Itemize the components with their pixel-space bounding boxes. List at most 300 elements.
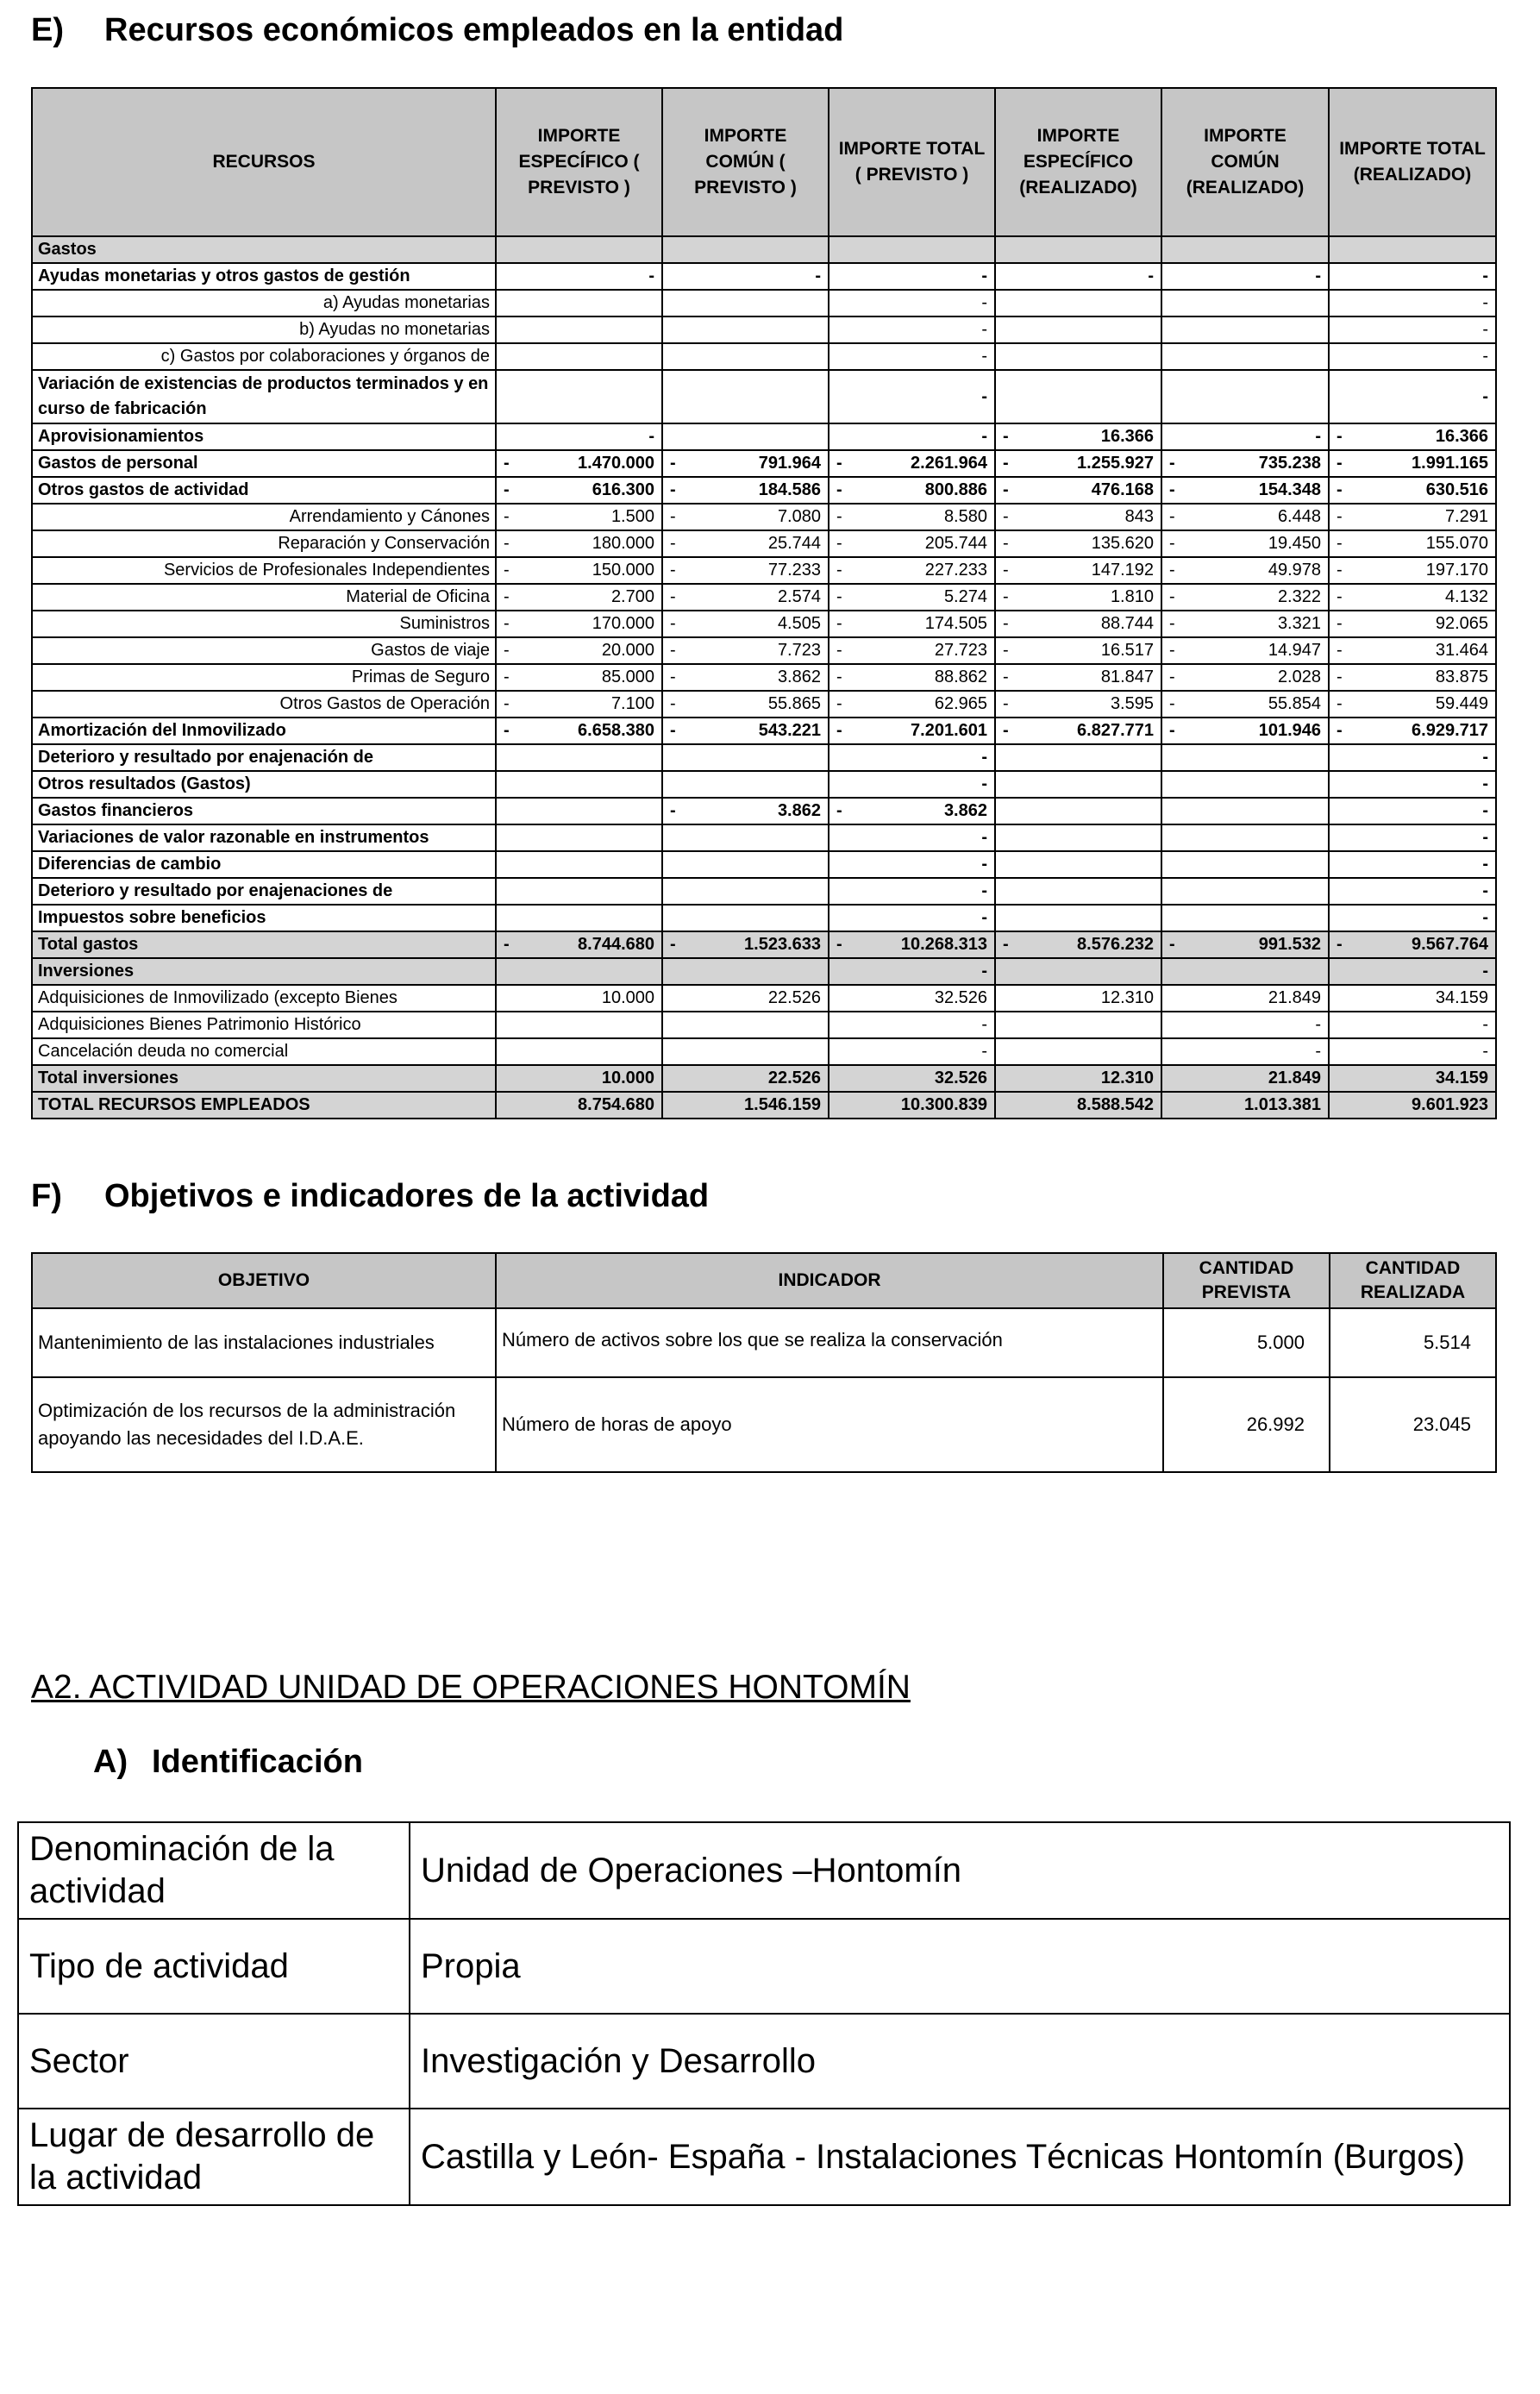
table-row xyxy=(32,931,1496,958)
value-cell xyxy=(496,477,662,504)
table-row xyxy=(32,718,1496,744)
table-row xyxy=(32,611,1496,637)
row-label: Impuestos sobre beneficios xyxy=(32,905,496,931)
table-row xyxy=(32,290,1496,316)
table-row xyxy=(32,1092,1496,1119)
amount: 150.000 xyxy=(592,561,654,580)
amount: 34.159 xyxy=(1435,988,1488,1007)
value-cell xyxy=(1329,905,1496,931)
value-cell xyxy=(1161,1038,1329,1065)
table-row xyxy=(18,2109,1510,2205)
value-cell xyxy=(995,931,1161,958)
value-cell xyxy=(829,236,995,263)
value-cell xyxy=(662,931,829,958)
amount: - xyxy=(981,962,987,981)
amount: - xyxy=(981,855,987,874)
sign-mark: - xyxy=(1337,587,1343,606)
sign-mark: - xyxy=(836,801,842,820)
table-row xyxy=(18,1822,1510,1919)
sign-mark: - xyxy=(836,587,842,606)
value-cell xyxy=(496,1038,662,1065)
amount: 7.291 xyxy=(1444,507,1488,526)
section-letter: A) xyxy=(93,1744,128,1780)
header-cell: IMPORTE ESPECÍFICO (REALIZADO) xyxy=(995,88,1161,236)
value-cell xyxy=(1329,718,1496,744)
row-label: Servicios de Profesionales Independientes xyxy=(32,557,496,584)
sign-mark: - xyxy=(670,667,676,686)
section-title: Recursos económicos empleados en la entidad xyxy=(104,12,844,48)
amount: 81.847 xyxy=(1100,667,1154,686)
amount: 20.000 xyxy=(601,641,654,660)
value-cell xyxy=(995,798,1161,824)
sign-mark: - xyxy=(836,507,842,526)
amount: 6.929.717 xyxy=(1412,721,1488,740)
sign-mark: - xyxy=(504,667,510,686)
table-row xyxy=(18,1919,1510,2014)
amount: 27.723 xyxy=(934,641,987,660)
field-value: Castilla y León- España - Instalaciones Técnicas Hontomín (Burgos) xyxy=(410,2109,1510,2205)
value-cell xyxy=(829,851,995,878)
sign-mark: - xyxy=(836,614,842,633)
amount: 8.576.232 xyxy=(1077,935,1154,954)
amount: - xyxy=(981,386,987,406)
row-label: Gastos de viaje xyxy=(32,637,496,664)
table-row xyxy=(32,798,1496,824)
amount: - xyxy=(981,320,987,339)
table-row xyxy=(32,316,1496,343)
sign-mark: - xyxy=(670,454,676,473)
value-cell xyxy=(995,985,1161,1012)
amount: - xyxy=(1315,1042,1321,1061)
amount: - xyxy=(1482,1015,1488,1034)
amount: 59.449 xyxy=(1435,694,1488,713)
value-cell xyxy=(496,691,662,718)
amount: 1.255.927 xyxy=(1077,454,1154,473)
section-letter: F) xyxy=(31,1178,62,1214)
value-cell xyxy=(662,744,829,771)
row-label: Total inversiones xyxy=(32,1065,496,1092)
sign-mark: - xyxy=(504,454,510,473)
amount: - xyxy=(1482,320,1488,339)
table-row xyxy=(32,1065,1496,1092)
value-cell xyxy=(1161,798,1329,824)
value-cell xyxy=(496,958,662,985)
value-cell xyxy=(1329,985,1496,1012)
sign-mark: - xyxy=(1169,721,1175,740)
value-cell xyxy=(1161,263,1329,290)
value-cell xyxy=(1161,664,1329,691)
row-label: Reparación y Conservación xyxy=(32,530,496,557)
table-row xyxy=(32,263,1496,290)
value-cell xyxy=(1161,530,1329,557)
value-cell xyxy=(829,584,995,611)
amount: 3.862 xyxy=(777,667,821,686)
activity-title: A2. ACTIVIDAD UNIDAD DE OPERACIONES HONTOMÍN xyxy=(31,1669,911,1706)
field-value: Investigación y Desarrollo xyxy=(410,2014,1510,2109)
value-cell xyxy=(1329,477,1496,504)
sign-mark: - xyxy=(670,935,676,954)
value-cell xyxy=(995,824,1161,851)
table-header-row xyxy=(32,88,1496,236)
value-cell xyxy=(662,423,829,450)
amount: 616.300 xyxy=(592,480,654,499)
value-cell xyxy=(662,263,829,290)
sign-mark: - xyxy=(836,480,842,499)
value-cell xyxy=(829,477,995,504)
amount: 19.450 xyxy=(1268,534,1321,553)
amount: 10.000 xyxy=(601,1069,654,1087)
sign-mark: - xyxy=(504,480,510,499)
sign-mark: - xyxy=(504,507,510,526)
sign-mark: - xyxy=(1169,534,1175,553)
value-cell xyxy=(1329,584,1496,611)
table-header-row xyxy=(32,1253,1496,1308)
value-cell xyxy=(829,343,995,370)
section-title: Objetivos e indicadores de la actividad xyxy=(104,1178,710,1214)
value-cell xyxy=(1161,691,1329,718)
sign-mark: - xyxy=(670,721,676,740)
sign-mark: - xyxy=(1169,587,1175,606)
value-cell xyxy=(1329,664,1496,691)
amount: - xyxy=(1482,347,1488,366)
table-row xyxy=(32,691,1496,718)
planned-quantity-cell: 5.000 xyxy=(1163,1308,1330,1377)
row-label: Total gastos xyxy=(32,931,496,958)
amount: 843 xyxy=(1124,507,1154,526)
value-cell xyxy=(829,263,995,290)
value-cell xyxy=(496,611,662,637)
value-cell xyxy=(1161,450,1329,477)
amount: 22.526 xyxy=(767,988,821,1007)
amount: - xyxy=(981,1042,987,1061)
value-cell xyxy=(496,423,662,450)
row-label: Material de Oficina xyxy=(32,584,496,611)
value-cell xyxy=(1329,1092,1496,1119)
sign-mark: - xyxy=(504,587,510,606)
sign-mark: - xyxy=(1169,507,1175,526)
header-cell: RECURSOS xyxy=(32,88,496,236)
value-cell xyxy=(995,423,1161,450)
value-cell xyxy=(995,1012,1161,1038)
value-cell xyxy=(662,691,829,718)
sign-mark: - xyxy=(1169,641,1175,660)
amount: 147.192 xyxy=(1091,561,1154,580)
row-label: Otros resultados (Gastos) xyxy=(32,771,496,798)
row-label: Adquisiciones de Inmovilizado (excepto Bienes xyxy=(32,985,496,1012)
field-label: Lugar de desarrollo de la actividad xyxy=(18,2109,410,2205)
table-row xyxy=(32,985,1496,1012)
value-cell xyxy=(995,664,1161,691)
row-label: Variación de existencias de productos terminados y en curso de fabricación xyxy=(32,370,496,423)
value-cell xyxy=(1161,718,1329,744)
value-cell xyxy=(829,316,995,343)
row-label: Gastos xyxy=(32,236,496,263)
amount: 180.000 xyxy=(592,534,654,553)
value-cell xyxy=(1329,1012,1496,1038)
value-cell xyxy=(829,985,995,1012)
value-cell xyxy=(1329,263,1496,290)
value-cell xyxy=(829,370,995,423)
value-cell xyxy=(662,477,829,504)
amount: 135.620 xyxy=(1091,534,1154,553)
amount: 1.523.633 xyxy=(744,935,821,954)
row-label: a) Ayudas monetarias xyxy=(32,290,496,316)
sign-mark: - xyxy=(1337,694,1343,713)
value-cell xyxy=(496,584,662,611)
sign-mark: - xyxy=(1003,427,1009,446)
table-row xyxy=(32,1038,1496,1065)
header-cell: IMPORTE TOTAL (REALIZADO) xyxy=(1329,88,1496,236)
amount: 21.849 xyxy=(1268,1069,1321,1087)
sign-mark: - xyxy=(836,641,842,660)
amount: 88.862 xyxy=(934,667,987,686)
value-cell xyxy=(995,530,1161,557)
amount: 6.448 xyxy=(1277,507,1321,526)
sign-mark: - xyxy=(670,614,676,633)
table-row xyxy=(32,771,1496,798)
value-cell xyxy=(496,1012,662,1038)
value-cell xyxy=(496,504,662,530)
table-row xyxy=(32,530,1496,557)
sign-mark: - xyxy=(1003,935,1009,954)
table-row xyxy=(18,2014,1510,2109)
table-row xyxy=(32,824,1496,851)
planned-quantity-cell: 26.992 xyxy=(1163,1377,1330,1472)
row-label: Gastos financieros xyxy=(32,798,496,824)
value-cell xyxy=(496,931,662,958)
sign-mark: - xyxy=(1003,454,1009,473)
value-cell xyxy=(1161,1092,1329,1119)
amount: - xyxy=(1482,386,1488,406)
sign-mark: - xyxy=(836,561,842,580)
value-cell xyxy=(829,611,995,637)
amount: 4.505 xyxy=(777,614,821,633)
value-cell xyxy=(496,798,662,824)
value-cell xyxy=(1161,851,1329,878)
value-cell xyxy=(662,637,829,664)
amount: 16.366 xyxy=(1435,427,1488,446)
amount: 12.310 xyxy=(1100,988,1154,1007)
value-cell xyxy=(995,1065,1161,1092)
value-cell xyxy=(1329,691,1496,718)
value-cell xyxy=(995,370,1161,423)
value-cell xyxy=(662,557,829,584)
amount: - xyxy=(1315,1015,1321,1034)
amount: - xyxy=(1482,266,1488,285)
sign-mark: - xyxy=(1337,534,1343,553)
sign-mark: - xyxy=(1003,614,1009,633)
sign-mark: - xyxy=(1003,561,1009,580)
value-cell xyxy=(662,985,829,1012)
value-cell xyxy=(1329,316,1496,343)
value-cell xyxy=(1329,637,1496,664)
section-f-heading xyxy=(31,1178,709,1215)
sign-mark: - xyxy=(1003,667,1009,686)
value-cell xyxy=(995,263,1161,290)
sign-mark: - xyxy=(670,641,676,660)
value-cell xyxy=(1161,744,1329,771)
row-label: Deterioro y resultado por enajenaciones de xyxy=(32,878,496,905)
field-value: Propia xyxy=(410,1919,1510,2014)
sign-mark: - xyxy=(836,721,842,740)
header-cell: OBJETIVO xyxy=(32,1253,496,1308)
amount: - xyxy=(981,828,987,847)
row-label: Variaciones de valor razonable en instrumentos xyxy=(32,824,496,851)
row-label: Diferencias de cambio xyxy=(32,851,496,878)
table-row xyxy=(32,343,1496,370)
value-cell xyxy=(662,824,829,851)
field-label: Tipo de actividad xyxy=(18,1919,410,2014)
sign-mark: - xyxy=(836,935,842,954)
amount: - xyxy=(1482,908,1488,927)
realized-quantity-cell: 23.045 xyxy=(1330,1377,1496,1472)
amount: 543.221 xyxy=(758,721,821,740)
amount: - xyxy=(1482,881,1488,900)
sign-mark: - xyxy=(1169,454,1175,473)
value-cell xyxy=(662,504,829,530)
field-label: Denominación de la actividad xyxy=(18,1822,410,1919)
amount: 197.170 xyxy=(1425,561,1488,580)
amount: 991.532 xyxy=(1258,935,1321,954)
value-cell xyxy=(829,771,995,798)
amount: 83.875 xyxy=(1435,667,1488,686)
table-row xyxy=(32,1377,1496,1472)
value-cell xyxy=(1329,771,1496,798)
table-row xyxy=(32,450,1496,477)
sign-mark: - xyxy=(1337,507,1343,526)
header-cell: INDICADOR xyxy=(496,1253,1163,1308)
value-cell xyxy=(1161,423,1329,450)
value-cell xyxy=(662,1012,829,1038)
amount: 1.546.159 xyxy=(744,1095,821,1114)
amount: 1.470.000 xyxy=(578,454,654,473)
value-cell xyxy=(995,557,1161,584)
value-cell xyxy=(995,691,1161,718)
value-cell xyxy=(995,316,1161,343)
value-cell xyxy=(1161,905,1329,931)
value-cell xyxy=(829,905,995,931)
value-cell xyxy=(829,664,995,691)
table-row xyxy=(32,664,1496,691)
amount: - xyxy=(981,748,987,767)
sign-mark: - xyxy=(836,694,842,713)
sign-mark: - xyxy=(670,587,676,606)
amount: 10.000 xyxy=(601,988,654,1007)
value-cell xyxy=(1161,290,1329,316)
value-cell xyxy=(496,744,662,771)
sign-mark: - xyxy=(1337,614,1343,633)
amount: - xyxy=(981,427,987,446)
value-cell xyxy=(1329,1038,1496,1065)
table-row xyxy=(32,851,1496,878)
amount: - xyxy=(981,774,987,793)
value-cell xyxy=(1329,824,1496,851)
amount: 155.070 xyxy=(1425,534,1488,553)
amount: 2.322 xyxy=(1277,587,1321,606)
amount: 7.100 xyxy=(610,694,654,713)
amount: 32.526 xyxy=(934,1069,987,1087)
table-row xyxy=(32,905,1496,931)
value-cell xyxy=(995,958,1161,985)
field-label: Sector xyxy=(18,2014,410,2109)
amount: 2.028 xyxy=(1277,667,1321,686)
amount: 12.310 xyxy=(1100,1069,1154,1087)
amount: 25.744 xyxy=(767,534,821,553)
value-cell xyxy=(662,958,829,985)
table-row xyxy=(32,504,1496,530)
value-cell xyxy=(1329,530,1496,557)
amount: 1.013.381 xyxy=(1244,1095,1321,1114)
amount: 154.348 xyxy=(1258,480,1321,499)
amount: - xyxy=(981,908,987,927)
value-cell xyxy=(1329,557,1496,584)
value-cell xyxy=(1161,824,1329,851)
table-row xyxy=(32,958,1496,985)
objectives-table xyxy=(31,1252,1497,1473)
amount: 92.065 xyxy=(1435,614,1488,633)
value-cell xyxy=(1329,504,1496,530)
amount: 3.862 xyxy=(943,801,987,820)
value-cell xyxy=(829,824,995,851)
value-cell xyxy=(496,1065,662,1092)
row-label: Otros Gastos de Operación xyxy=(32,691,496,718)
value-cell xyxy=(662,343,829,370)
value-cell xyxy=(995,290,1161,316)
amount: 9.567.764 xyxy=(1412,935,1488,954)
sign-mark: - xyxy=(670,694,676,713)
value-cell xyxy=(496,905,662,931)
value-cell xyxy=(1329,370,1496,423)
value-cell xyxy=(1161,236,1329,263)
sign-mark: - xyxy=(670,480,676,499)
amount: - xyxy=(1148,266,1154,285)
section-title: Identificación xyxy=(152,1744,363,1780)
table-row xyxy=(32,878,1496,905)
row-label: Adquisiciones Bienes Patrimonio Histórico xyxy=(32,1012,496,1038)
amount: - xyxy=(648,427,654,446)
amount: - xyxy=(981,266,987,285)
row-label: c) Gastos por colaboraciones y órganos de xyxy=(32,343,496,370)
amount: - xyxy=(1482,801,1488,820)
value-cell xyxy=(829,1092,995,1119)
value-cell xyxy=(1329,798,1496,824)
row-label: Arrendamiento y Cánones xyxy=(32,504,496,530)
value-cell xyxy=(995,1038,1161,1065)
value-cell xyxy=(995,584,1161,611)
value-cell xyxy=(496,718,662,744)
sign-mark: - xyxy=(504,694,510,713)
value-cell xyxy=(662,530,829,557)
row-label: Suministros xyxy=(32,611,496,637)
value-cell xyxy=(1329,423,1496,450)
amount: 2.261.964 xyxy=(911,454,987,473)
amount: 1.991.165 xyxy=(1412,454,1488,473)
value-cell xyxy=(1161,504,1329,530)
value-cell xyxy=(1161,958,1329,985)
amount: 62.965 xyxy=(934,694,987,713)
amount: - xyxy=(648,266,654,285)
amount: 1.500 xyxy=(610,507,654,526)
sign-mark: - xyxy=(1337,561,1343,580)
amount: - xyxy=(1482,293,1488,312)
value-cell xyxy=(829,530,995,557)
value-cell xyxy=(496,263,662,290)
amount: 6.827.771 xyxy=(1077,721,1154,740)
value-cell xyxy=(1161,878,1329,905)
row-label: Amortización del Inmovilizado xyxy=(32,718,496,744)
header-cell: CANTIDAD REALIZADA xyxy=(1330,1253,1496,1308)
value-cell xyxy=(1161,557,1329,584)
